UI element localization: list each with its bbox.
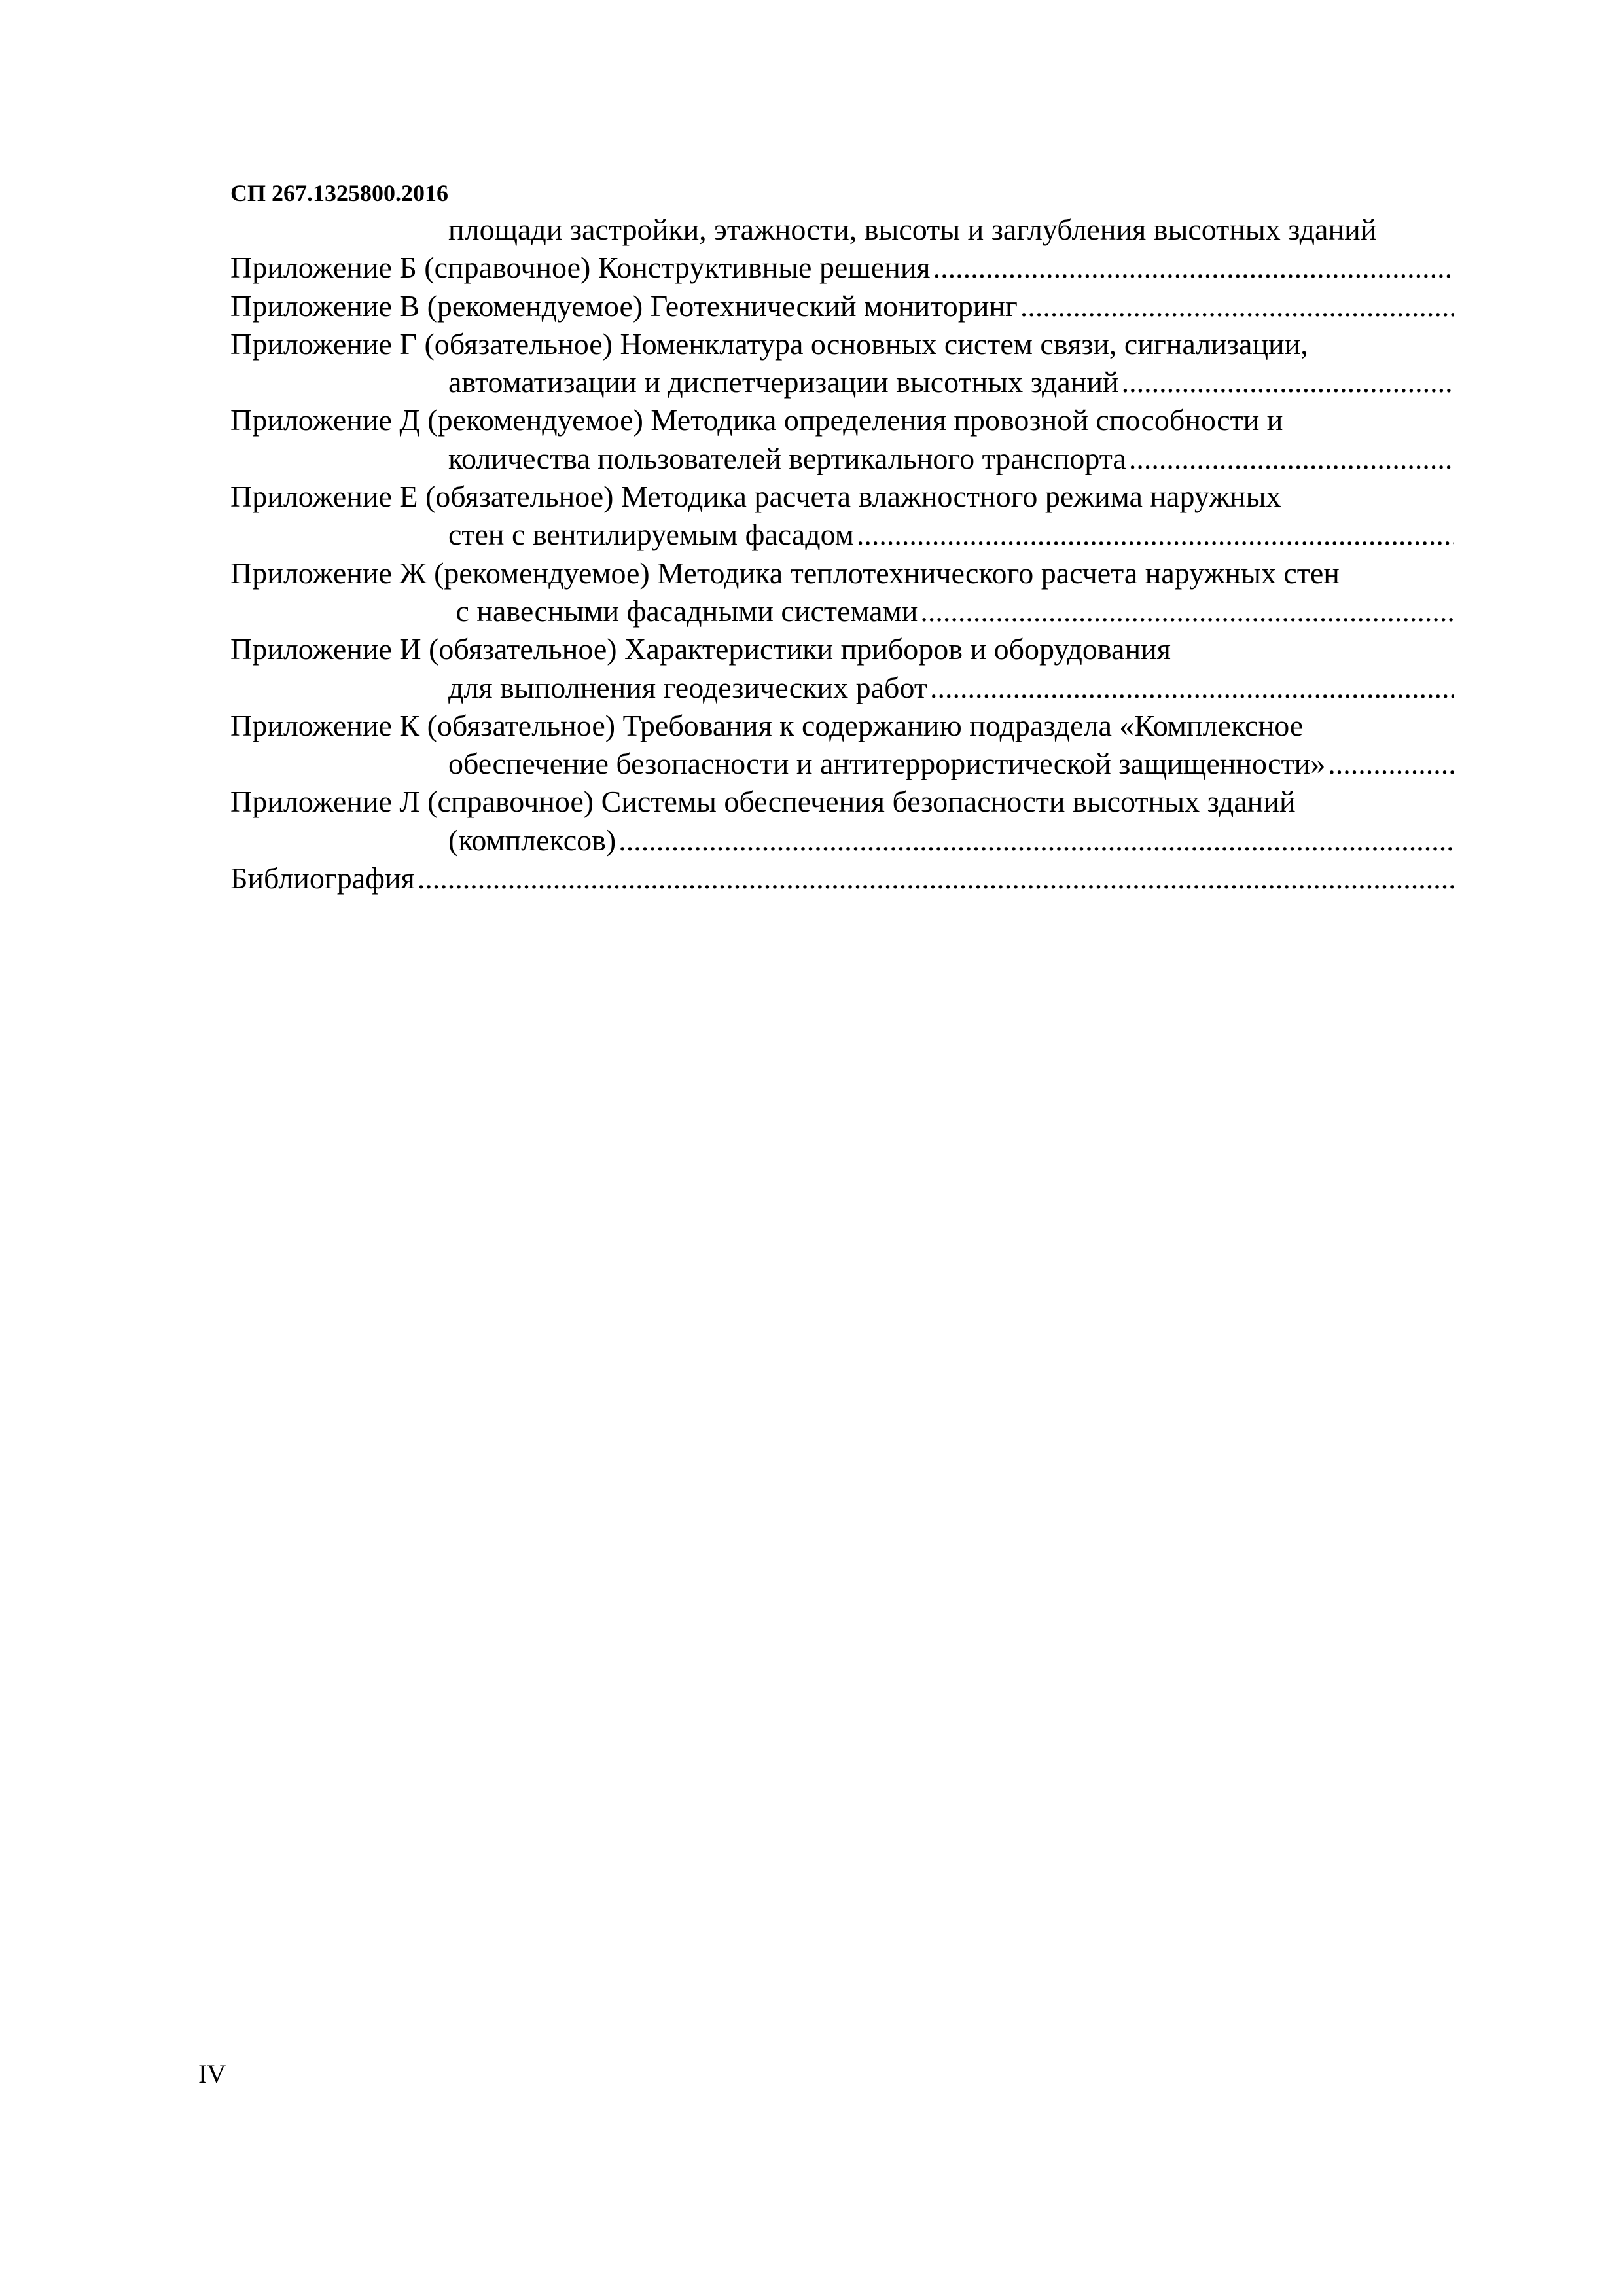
toc-entry-text[interactable]: Приложение Е (обязательное) Методика расчета влажностного режима наружных bbox=[230, 480, 1281, 514]
toc-line[interactable] bbox=[230, 859, 1454, 897]
toc-entry-text[interactable]: (комплексов) bbox=[448, 823, 616, 857]
document-code: СП 267.1325800.2016 bbox=[230, 180, 448, 206]
toc-entry-text[interactable]: стен с вентилируемым фасадом bbox=[448, 518, 854, 552]
toc-leader-dots bbox=[857, 516, 1454, 554]
toc-entry-text[interactable]: Приложение Г (обязательное) Номенклатура основных систем связи, сигнализации, bbox=[230, 327, 1308, 361]
toc-leader-dots bbox=[1129, 440, 1454, 478]
toc-entry-text[interactable]: с навесными фасадными системами bbox=[448, 594, 918, 628]
toc-line[interactable] bbox=[230, 440, 1454, 478]
toc-line[interactable] bbox=[230, 478, 1454, 516]
toc-leader-dots bbox=[1122, 363, 1454, 401]
toc-line[interactable] bbox=[230, 783, 1454, 821]
toc-entry-text[interactable]: Приложение Л (справочное) Системы обеспечения безопасности высотных зданий bbox=[230, 785, 1296, 819]
toc-line[interactable] bbox=[230, 707, 1454, 745]
toc-line bbox=[230, 211, 1454, 249]
toc-line[interactable] bbox=[230, 669, 1454, 707]
toc-entry-text[interactable]: количества пользователей вертикального транспорта bbox=[448, 441, 1126, 475]
toc-line[interactable] bbox=[230, 401, 1454, 439]
toc-leader-dots bbox=[418, 859, 1454, 897]
toc-entry-text[interactable]: Приложение В (рекомендуемое) Геотехнический мониторинг bbox=[230, 289, 1018, 323]
toc-entry-text[interactable]: автоматизации и диспетчеризации высотных зданий bbox=[448, 365, 1119, 399]
toc-entry-text[interactable]: обеспечение безопасности и антитеррористической защищенности» bbox=[448, 747, 1326, 781]
toc-line[interactable] bbox=[230, 249, 1454, 287]
toc-line[interactable] bbox=[230, 554, 1454, 592]
toc-leader-dots bbox=[920, 592, 1454, 630]
toc-entry-text[interactable]: Приложение Ж (рекомендуемое) Методика теплотехнического расчета наружных стен bbox=[230, 556, 1340, 590]
toc-entry-text[interactable]: Приложение И (обязательное) Характеристики приборов и оборудования bbox=[230, 632, 1171, 666]
toc-leader-dots bbox=[618, 821, 1454, 859]
toc-entry-text: площади застройки, этажности, высоты и заглубления высотных зданий bbox=[448, 213, 1377, 246]
toc-leader-dots bbox=[930, 669, 1454, 707]
toc-leader-dots bbox=[933, 249, 1454, 287]
toc-leader-dots bbox=[1328, 745, 1454, 783]
toc-line[interactable] bbox=[230, 516, 1454, 554]
toc-line[interactable] bbox=[230, 821, 1454, 859]
toc-line[interactable] bbox=[230, 287, 1454, 325]
toc-line[interactable] bbox=[230, 745, 1454, 783]
toc-entry-text[interactable]: Приложение К (обязательное) Требования к содержанию подраздела «Комплексное bbox=[230, 708, 1304, 742]
toc-entry-text[interactable]: для выполнения геодезических работ bbox=[448, 670, 927, 704]
toc-line[interactable] bbox=[230, 630, 1454, 668]
toc-line[interactable] bbox=[230, 592, 1454, 630]
toc-entry-text[interactable]: Приложение Д (рекомендуемое) Методика определения провозной способности и bbox=[230, 403, 1283, 437]
toc-entry-text[interactable]: Приложение Б (справочное) Конструктивные решения bbox=[230, 251, 931, 285]
toc-leader-dots bbox=[1020, 287, 1454, 325]
toc-entry-text[interactable]: Библиография bbox=[230, 861, 415, 895]
toc-line[interactable] bbox=[230, 363, 1454, 401]
page-number: IV bbox=[198, 2059, 226, 2089]
toc-line[interactable] bbox=[230, 325, 1454, 363]
table-of-contents bbox=[230, 211, 1454, 897]
